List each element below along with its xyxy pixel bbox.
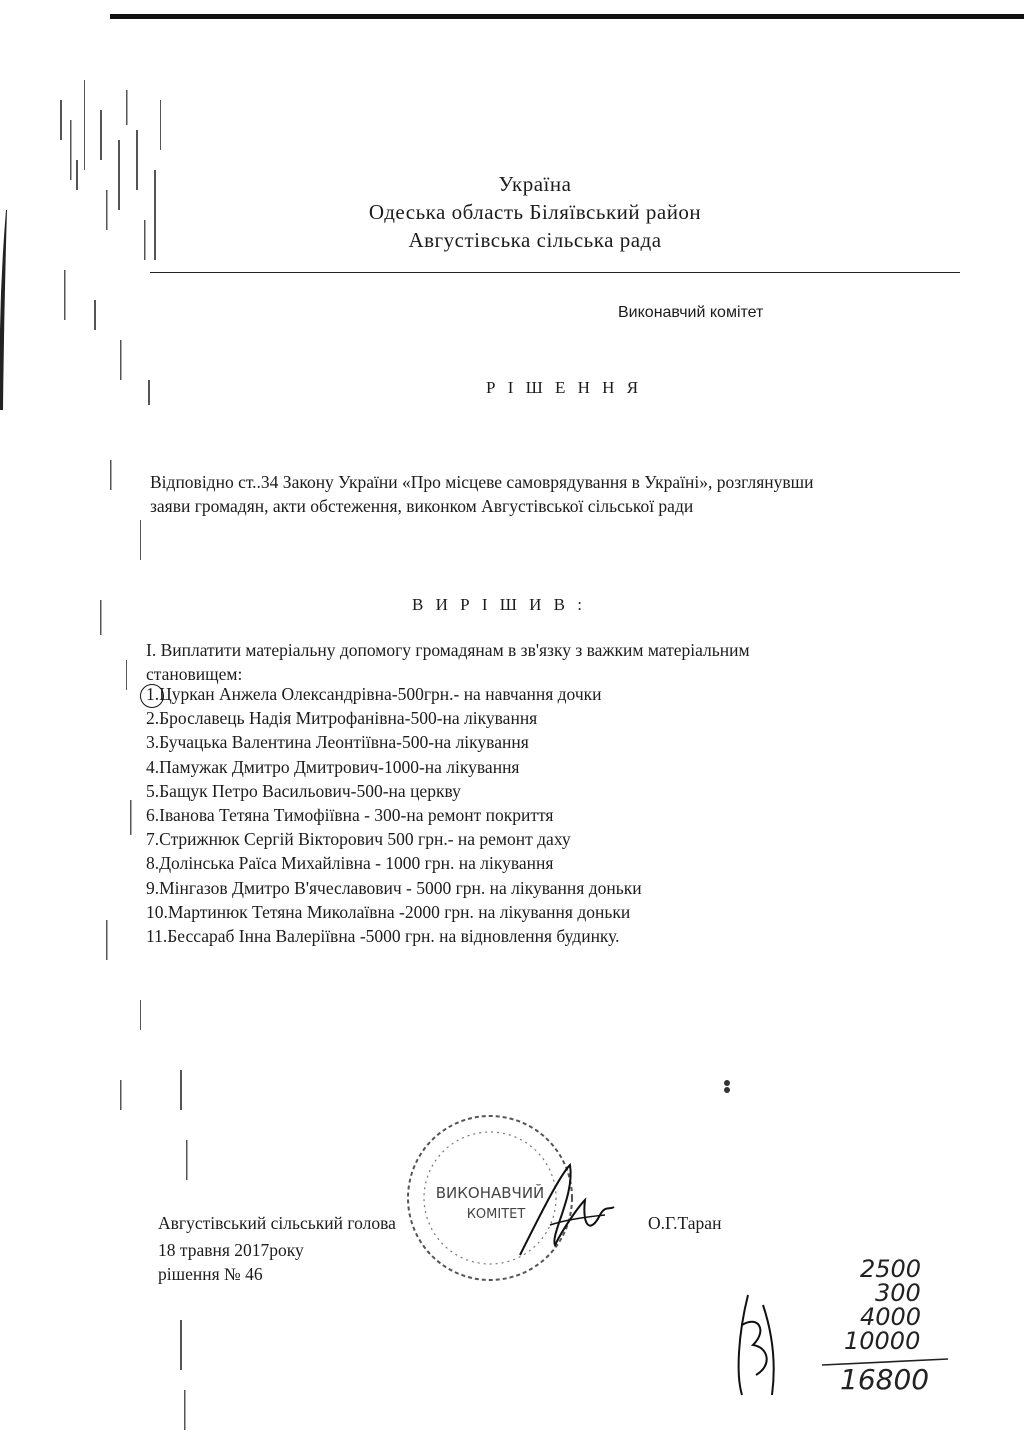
committee-label: Виконавчий комітет <box>618 304 764 321</box>
header-country: Україна <box>498 172 572 196</box>
decision-number: рішення № 46 <box>158 1264 263 1284</box>
header-council: Августівська сільська рада <box>408 228 662 252</box>
item-one-line-1: І. Виплатити матеріальну допомогу громадянам в зв'язку з важким матеріальним <box>146 640 750 660</box>
item-one-line-2: становищем: <box>146 664 243 684</box>
list-item: 9.Мінгазов Дмитро В'ячеславович - 5000 грн. на лікування доньки <box>146 877 642 898</box>
list-item: 4.Памужак Дмитро Дмитрович-1000-на лікування <box>146 756 520 777</box>
stamp-text-line-2: КОМІТЕТ <box>466 1207 526 1222</box>
header-region: Одеська область Біляївський район <box>368 200 702 224</box>
decision-date: 18 травня 2017року <box>158 1240 304 1260</box>
signature <box>510 1155 620 1265</box>
stamp-text-line-1: ВИКОНАВЧИЙ <box>435 1184 545 1202</box>
handwritten-total: 16800 <box>840 1363 930 1396</box>
handwritten-initials <box>728 1285 788 1400</box>
handwritten-number: 4000 <box>860 1303 922 1331</box>
list-item: 3.Бучацька Валентина Леонтіївна-500-на лікування <box>146 732 529 753</box>
preamble-line-2: заяви громадян, акти обстеження, виконком Августівської сільської ради <box>150 496 694 516</box>
decided-heading: В И Р І Ш И В : <box>412 595 586 614</box>
top-edge-bar <box>110 14 1024 19</box>
list-item: 10.Мартинюк Тетяна Миколаївна -2000 грн. на лікування доньки <box>146 901 631 922</box>
list-item: 6.Іванова Тетяна Тимофіївна - 300-на ремонт покриття <box>146 804 554 825</box>
scan-speck <box>720 1078 734 1096</box>
header-rule <box>150 272 960 273</box>
list-item: 8.Долінська Раїса Михайлівна - 1000 грн. на лікування <box>146 853 554 874</box>
list-item: 1.Цуркан Анжела Олександрівна-500грн.- на навчання дочки <box>146 684 602 704</box>
handwritten-sum <box>820 1255 960 1405</box>
handwritten-number: 10000 <box>844 1327 921 1355</box>
signatory-name: О.Г.Таран <box>648 1213 722 1233</box>
list-item: 11.Бессараб Інна Валеріївна -5000 грн. на відновлення будинку. <box>146 925 620 946</box>
hand-drawn-circle <box>140 684 164 708</box>
list-item: 2.Брославець Надія Митрофанівна-500-на лікування <box>146 708 538 729</box>
recipients-list <box>146 682 642 948</box>
document-title: Р І Ш Е Н Н Я <box>486 378 643 397</box>
list-item: 5.Бащук Петро Васильович-500-на церкву <box>146 780 461 801</box>
handwritten-number: 300 <box>875 1279 921 1307</box>
list-item: 7.Стрижнюк Сергій Вікторович 500 грн.- на ремонт даху <box>146 829 571 850</box>
signatory-position: Августівський сільський голова <box>158 1213 396 1233</box>
handwritten-number: 2500 <box>860 1255 922 1283</box>
preamble-line-1: Відповідно ст..34 Закону України «Про місцеве самоврядування в Україні», розглянувши <box>150 472 814 492</box>
